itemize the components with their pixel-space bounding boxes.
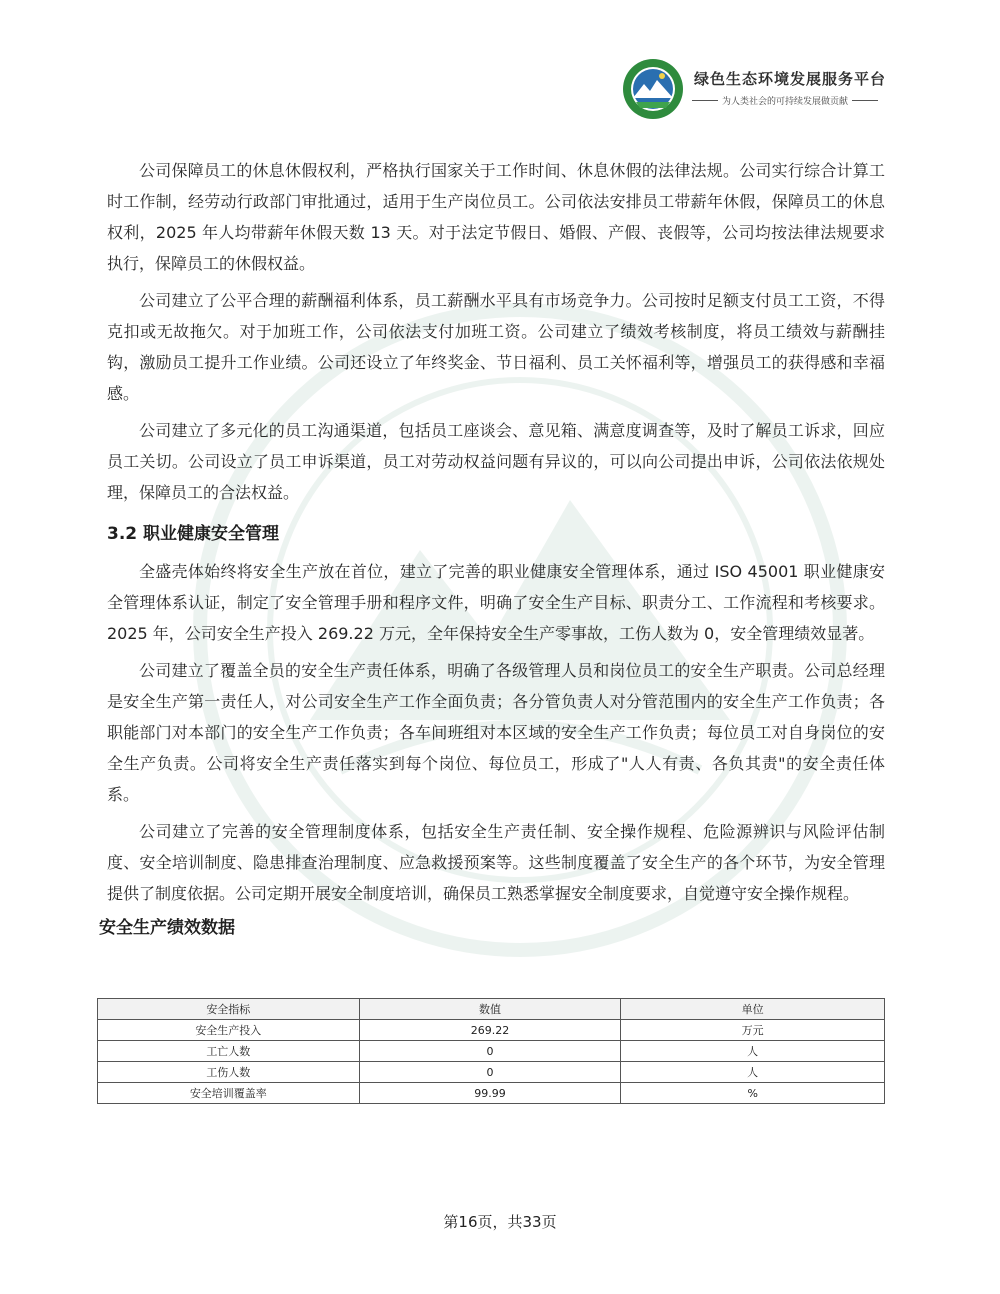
table-cell: 工亡人数 (98, 1041, 360, 1062)
paragraph-responsibility: 公司建立了覆盖全员的安全生产责任体系，明确了各级管理人员和岗位员工的安全生产职责。公司总经理是安全生产第一责任人，对公司安全生产工作全面负责；各分管负责人对分管范围内的安全生产工作负责；各职能部门对本部门的安全生产工作负责；各车间班组对本区域的安全生产工作负责；每位员工对自身岗位的安全生产负责。公司将安全生产责任落实到每个岗位、每位员工，形成了"人人有责、各负其责"的安全责任体系。 (107, 661, 885, 804)
header-cell-unit: 单位 (621, 999, 885, 1020)
table-cell: 0 (359, 1041, 621, 1062)
paragraph-communication: 公司建立了多元化的员工沟通渠道，包括员工座谈会、意见箱、满意度调查等，及时了解员工诉求，回应员工关切。公司设立了员工申诉渠道，员工对劳动权益问题有异议的，可以向公司提出申诉，公司依法依规处理，保障员工的合法权益。 (107, 421, 885, 502)
paragraph-rest-leave: 公司保障员工的休息休假权利，严格执行国家关于工作时间、休息休假的法律法规。公司实行综合计算工时工作制，经劳动行政部门审批通过，适用于生产岗位员工。公司依法安排员工带薪年休假，保障员工的休息权利，2025 年人均带薪年休假天数 13 天。对于法定节假日、婚假、产假、丧假等，公司均按法律法规要求执行，保障员工的休假权益。 (107, 161, 885, 273)
table-row (98, 1041, 885, 1062)
brand-slogan (692, 94, 878, 107)
table-cell: 人 (621, 1041, 885, 1062)
table-cell: 安全生产投入 (98, 1020, 360, 1041)
table-row (98, 1062, 885, 1083)
table-cell: 工伤人数 (98, 1062, 360, 1083)
slogan-rule-right (852, 100, 878, 101)
table-cell: 0 (359, 1062, 621, 1083)
header-cell-value: 数值 (359, 999, 621, 1020)
paragraph-rules: 公司建立了完善的安全管理制度体系，包括安全生产责任制、安全操作规程、危险源辨识与风险评估制度、安全培训制度、隐患排查治理制度、应急救援预案等。这些制度覆盖了安全生产的各个环节，为安全管理提供了制度依据。公司定期开展安全制度培训，确保员工熟悉掌握安全制度要求，自觉遵守安全操作规程。 (107, 822, 885, 903)
table-cell: 人 (621, 1062, 885, 1083)
slogan-rule-left (692, 100, 718, 101)
page-header (622, 58, 922, 118)
table-cell: 269.22 (359, 1020, 621, 1041)
paragraph-ohs-system: 全盛壳体始终将安全生产放在首位，建立了完善的职业健康安全管理体系，通过 ISO 45001 职业健康安全管理体系认证，制定了安全管理手册和程序文件，明确了安全生产目标、职责分工、工作流程和考核要求。2025 年，公司安全生产投入 269.22 万元，全年保持安全生产零事故，工伤人数为 0，安全管理绩效显著。 (107, 562, 885, 643)
safety-performance-table (97, 998, 885, 1104)
platform-logo (622, 58, 684, 120)
table-cell: % (621, 1083, 885, 1104)
table-header-row (98, 999, 885, 1020)
table-cell: 99.99 (359, 1083, 621, 1104)
table-cell: 万元 (621, 1020, 885, 1041)
table-row (98, 1020, 885, 1041)
section-title: 3.2 职业健康安全管理 (107, 524, 280, 544)
table-row (98, 1083, 885, 1104)
page-number: 第16页，共33页 (443, 1213, 557, 1231)
main-content (99, 155, 885, 945)
table-title: 安全生产绩效数据 (99, 918, 235, 938)
slogan-text: 为人类社会的可持续发展做贡献 (722, 97, 849, 107)
table-cell: 安全培训覆盖率 (98, 1083, 360, 1104)
header-cell-metric: 安全指标 (98, 999, 360, 1020)
paragraph-compensation: 公司建立了公平合理的薪酬福利体系，员工薪酬水平具有市场竞争力。公司按时足额支付员工工资，不得克扣或无故拖欠。对于加班工作，公司依法支付加班工资。公司建立了绩效考核制度，将员工绩效与薪酬挂钩，激励员工提升工作业绩。公司还设立了年终奖金、节日福利、员工关怀福利等，增强员工的获得感和幸福感。 (107, 291, 885, 403)
brand-title: 绿色生态环境发展服务平台 (694, 70, 887, 88)
